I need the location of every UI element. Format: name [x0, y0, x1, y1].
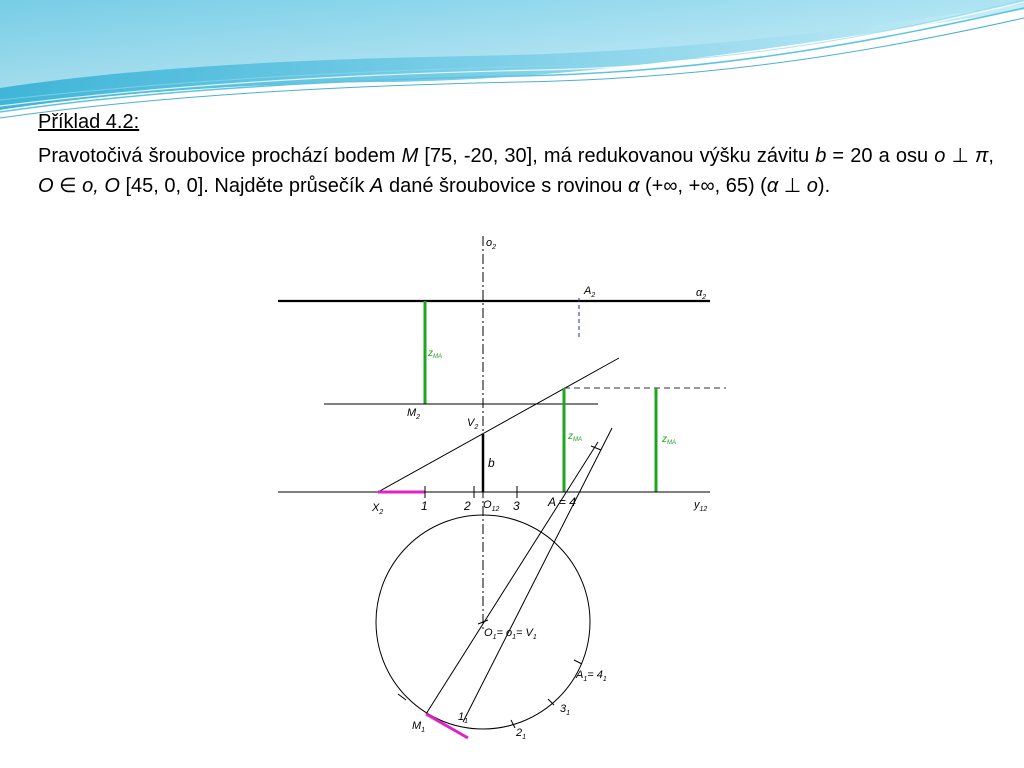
problem-text-4: ⊥	[945, 145, 976, 167]
problem-text-1: Pravotočivá šroubovice prochází bodem	[38, 145, 402, 167]
problem-point-M: M	[401, 145, 419, 167]
label-3-1: $3_1$	[560, 703, 571, 717]
problem-text-3: = 20 a osu	[826, 145, 935, 167]
problem-plane-alpha: α	[627, 174, 640, 197]
label-O12: $O_{12}$	[483, 499, 500, 513]
problem-plane-pi: π	[975, 145, 989, 167]
header-wave-decoration	[0, 0, 1024, 125]
problem-axis-o-2: o	[806, 174, 818, 197]
label-3: 3	[513, 499, 520, 513]
label-A4: A = 4	[548, 495, 576, 509]
problem-axis-o: o	[934, 145, 946, 167]
label-alpha2: $\alpha_2$	[696, 287, 707, 301]
construction-line-1	[426, 442, 598, 714]
label-1-1: $1_1$	[458, 711, 469, 725]
label-o2: $o_2$	[486, 237, 497, 251]
label-zma-3: $z_{MA}$	[662, 434, 676, 446]
problem-var-b: b	[815, 145, 827, 167]
problem-text-10: ⊥	[778, 174, 807, 197]
label-O1: $O_1= o_1= V_1$	[484, 627, 537, 641]
label-2: 2	[464, 499, 471, 513]
problem-statement	[38, 142, 994, 201]
label-A1: $A_1= 4_1$	[576, 669, 607, 683]
problem-axis-o-O: o, O	[82, 174, 120, 197]
problem-text-2: [75, -20, 30], má redukovanou výšku závitu	[418, 145, 816, 167]
label-zma-2: $z_{MA}$	[568, 431, 582, 443]
slide-title: Příklad 4.2:	[38, 111, 140, 133]
problem-text-7: [45, 0, 0]. Najděte průsečík	[119, 174, 371, 197]
label-y12: $y_{12}$	[694, 499, 708, 513]
problem-plane-alpha-2: α	[766, 174, 779, 197]
label-M2: $M_2$	[407, 407, 421, 421]
label-2-1: $2_1$	[516, 727, 527, 741]
problem-point-A: A	[370, 174, 384, 197]
problem-text-8: dané šroubovice s rovinou	[383, 174, 628, 197]
mark-top	[591, 446, 601, 450]
problem-point-O: O	[38, 174, 54, 197]
problem-text-6: ∈	[53, 174, 83, 197]
label-M1: $M_1$	[412, 720, 426, 734]
label-zma-1: $z_{MA}$	[428, 348, 442, 360]
label-V2: $V_2$	[467, 417, 479, 431]
slide-text	[38, 108, 994, 201]
helix-construction-figure	[278, 232, 738, 754]
problem-text-11: ).	[817, 174, 831, 197]
problem-text-5: ,	[988, 145, 994, 167]
label-X2: $X_2$	[372, 502, 384, 516]
label-1: 1	[421, 499, 428, 513]
problem-text-9: (+∞, +∞, 65) (	[639, 174, 767, 197]
helix-tangent-line	[378, 358, 619, 492]
label-A2: $A_2$	[584, 285, 596, 299]
mark-A1	[574, 660, 582, 664]
label-b: b	[488, 456, 495, 470]
